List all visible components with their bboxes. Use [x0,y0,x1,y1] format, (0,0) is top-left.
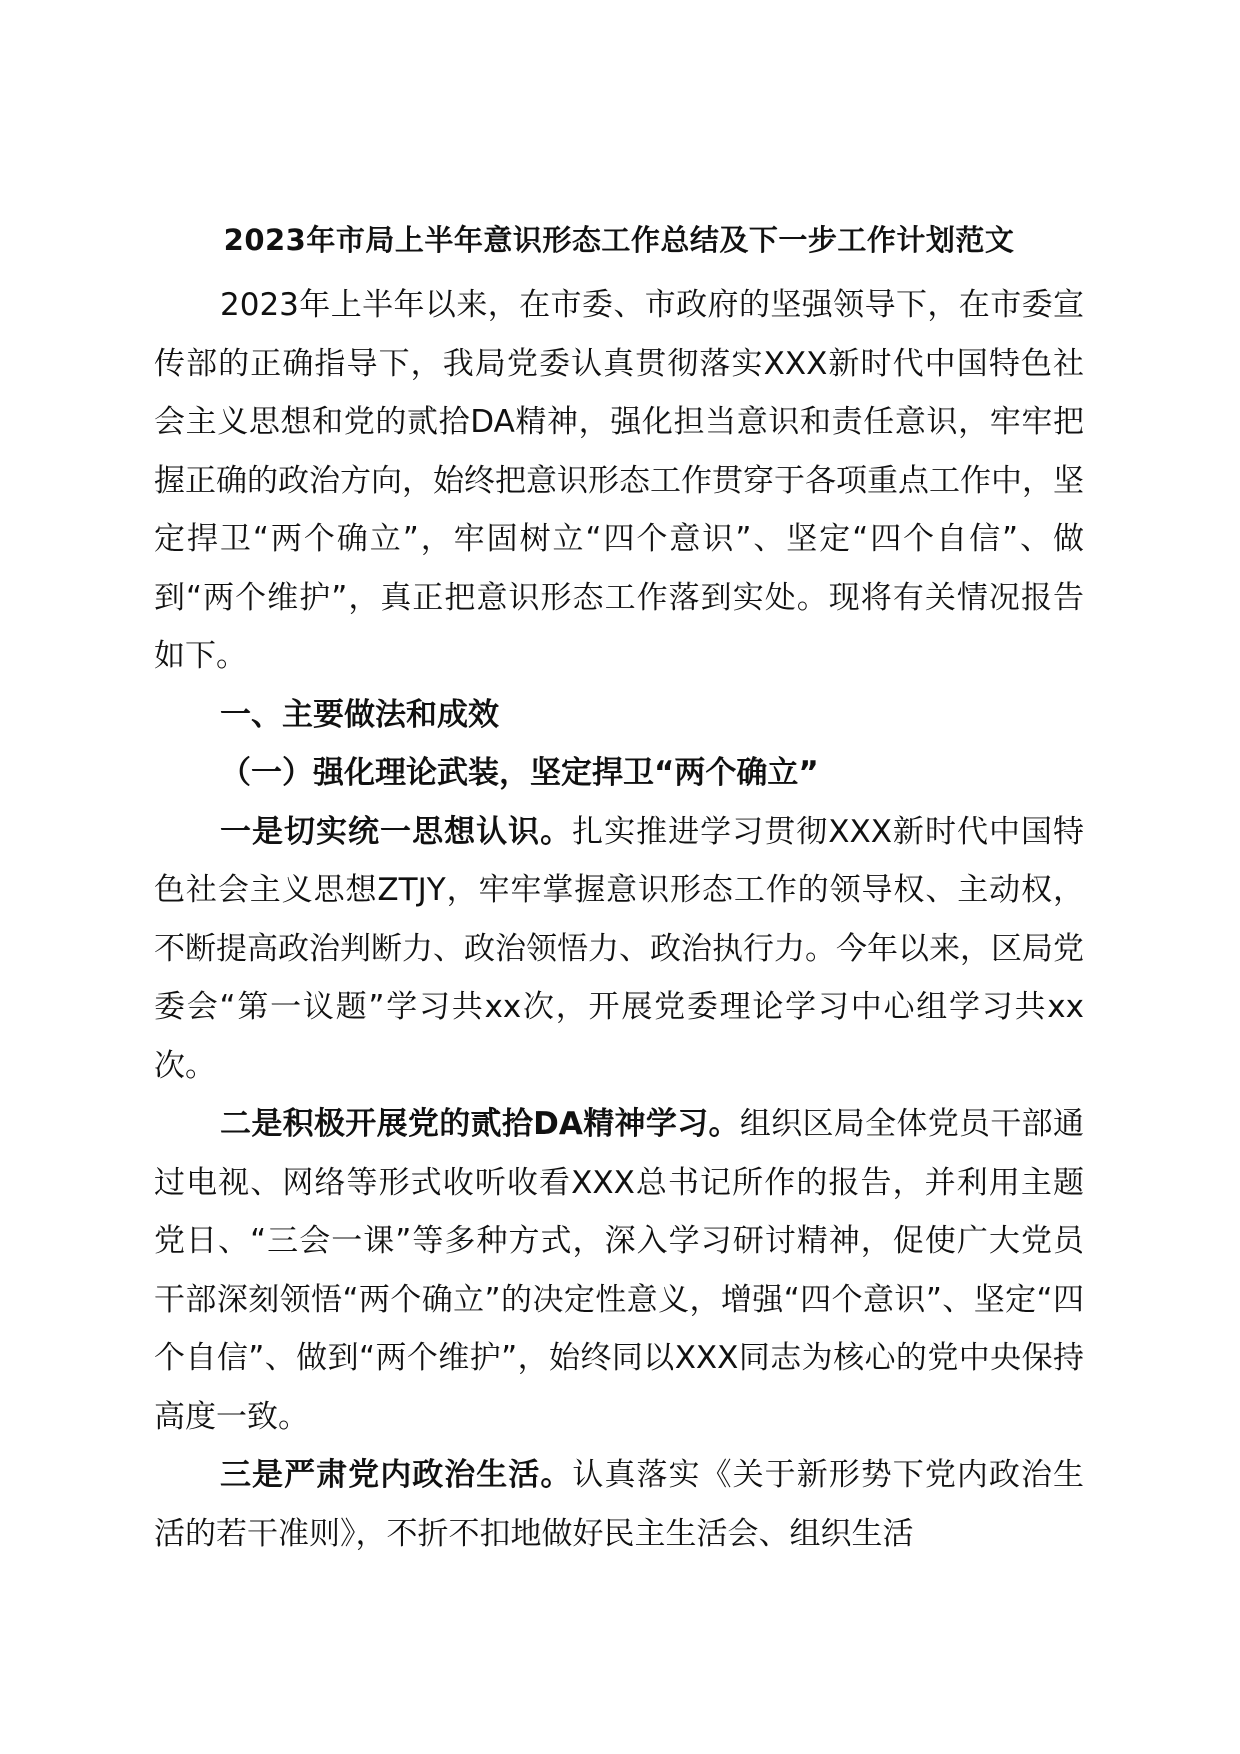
item-lead: 三是严肃党内政治生活。 [220,1457,573,1493]
document-page [154,218,1084,1563]
item-paragraph-2 [154,1095,1084,1446]
item-lead: 二是积极开展党的贰拾DA精神学习。 [220,1106,740,1142]
item-lead: 一是切实统一思想认识。 [220,813,573,850]
item-paragraph-1 [154,803,1084,1096]
item-text: 扎实推进学习贯彻XXX新时代中国特色社会主义思想ZTJY，牢牢掌握意识形态工作的领导权、主动权，不断提高政治判断力、政治领悟力、政治执行力。今年以来，区局党委会“第一议题”学习共xx次，开展党委理论学习中心组学习共xx次。 [154,813,1084,1084]
intro-paragraph: 2023年上半年以来，在市委、市政府的坚强领导下，在市委宣传部的正确指导下，我局党委认真贯彻落实XXX新时代中国特色社会主义思想和党的贰拾DA精神，强化担当意识和责任意识，牢牢把握正确的政治方向，始终把意识形态工作贯穿于各项重点工作中，坚定捍卫“两个确立”，牢固树立“四个意识”、坚定“四个自信”、做到“两个维护”，真正把意识形态工作落到实处。现将有关情况报告如下。 [154,287,1084,674]
item-text: 认真落实《关于新形势下党内政治生活的若干准则》，不折不扣地做好民主生活会、组织生活 [154,1457,1084,1552]
section-heading: 一、主要做法和成效 [220,696,499,733]
item-paragraph-3 [154,1446,1084,1563]
document-title: 2023年市局上半年意识形态工作总结及下一步工作计划范文 [223,223,1015,257]
item-text: 组织区局全体党员干部通过电视、网络等形式收听收看XXX总书记所作的报告，并利用主题党日、“三会一课”等多种方式，深入学习研讨精神，促使广大党员干部深刻领悟“两个确立”的决定性意义，增强“四个意识”、坚定“四个自信”、做到“两个维护”，始终同以XXX同志为核心的党中央保持高度一致。 [154,1106,1084,1435]
subsection-heading: （一）强化理论武装，坚定捍卫“两个确立” [220,755,819,791]
